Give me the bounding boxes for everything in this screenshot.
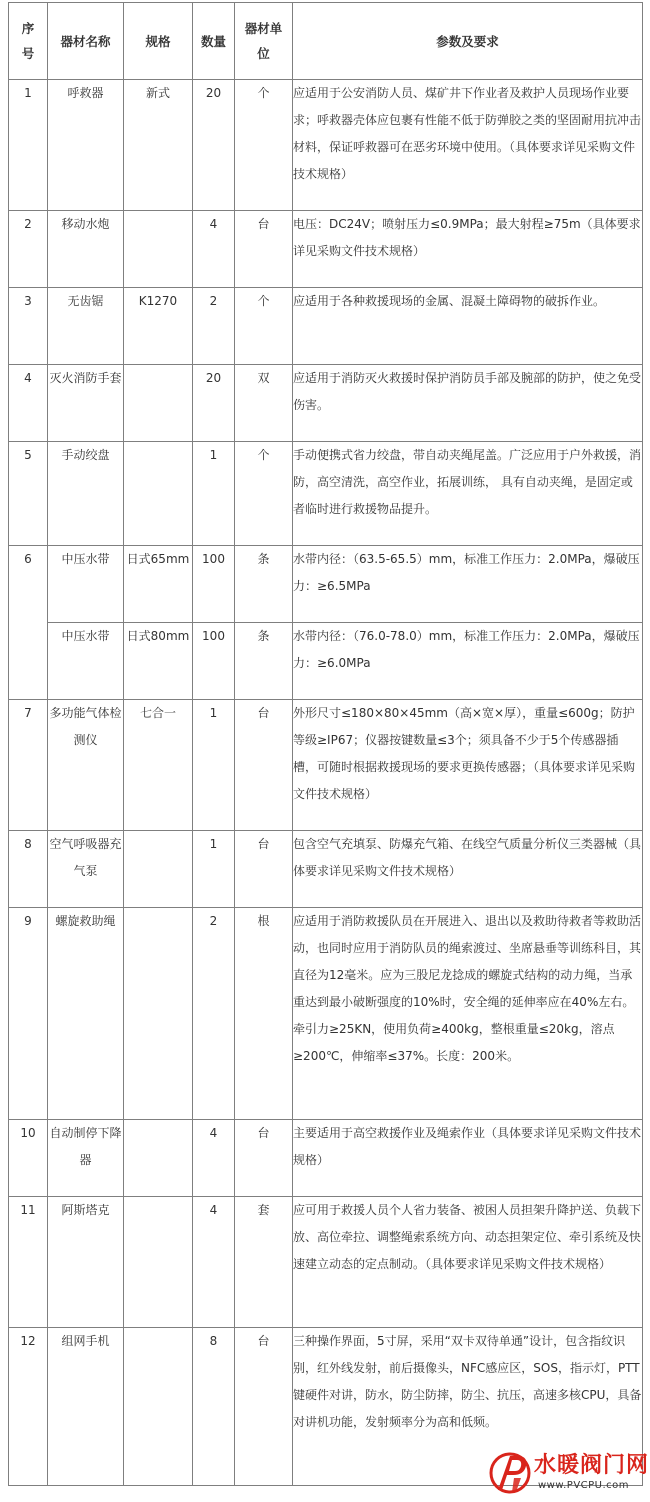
row-qty: 1 <box>193 831 235 908</box>
row-qty: 100 <box>193 623 235 700</box>
row-name: 自动制停下降器 <box>48 1120 124 1197</box>
row-name: 无齿锯 <box>48 288 124 365</box>
row-unit: 条 <box>235 623 293 700</box>
row-spec <box>124 211 193 288</box>
row-unit: 个 <box>235 288 293 365</box>
row-name: 组网手机 <box>48 1328 124 1486</box>
row-requirements: 手动便携式省力绞盘，带自动夹绳尾盖。广泛应用于户外救援，消防，高空清洗，高空作业，拓展训练， 具有自动夹绳，是固定或者临时进行救援物品提升。 <box>293 442 643 546</box>
row-no: 7 <box>9 700 48 831</box>
row-no: 8 <box>9 831 48 908</box>
row-name: 中压水带 <box>48 546 124 623</box>
row-requirements: 应适用于公安消防人员、煤矿井下作业者及救护人员现场作业要求；呼救器壳体应包裹有性能不低于防弹胶之类的坚固耐用抗冲击材料，保证呼救器可在恶劣环境中使用。（具体要求详见采购文件技术规格） <box>293 80 643 211</box>
row-spec <box>124 908 193 1120</box>
row-requirements: 电压：DC24V；喷射压力≤0.9MPa；最大射程≥75m（具体要求详见采购文件技术规格） <box>293 211 643 288</box>
row-unit: 个 <box>235 80 293 211</box>
table-row <box>9 908 643 1120</box>
row-unit: 台 <box>235 1120 293 1197</box>
pv-logo-icon <box>488 1446 534 1498</box>
row-no: 4 <box>9 365 48 442</box>
row-spec: 七合一 <box>124 700 193 831</box>
row-qty: 2 <box>193 908 235 1120</box>
row-no: 5 <box>9 442 48 546</box>
row-qty: 20 <box>193 80 235 211</box>
row-unit: 台 <box>235 1328 293 1486</box>
row-qty: 8 <box>193 1328 235 1486</box>
watermark-title: 水暖阀门网 <box>534 1453 650 1478</box>
row-unit: 条 <box>235 546 293 623</box>
row-name: 螺旋救助绳 <box>48 908 124 1120</box>
row-spec <box>124 1120 193 1197</box>
row-qty: 4 <box>193 211 235 288</box>
row-qty: 4 <box>193 1120 235 1197</box>
table-row <box>9 288 643 365</box>
row-no: 3 <box>9 288 48 365</box>
row-name: 中压水带 <box>48 623 124 700</box>
row-spec: 日式80mm <box>124 623 193 700</box>
row-qty: 20 <box>193 365 235 442</box>
row-requirements: 水带内径：（76.0-78.0）mm，标准工作压力：2.0MPa，爆破压力：≥6.0MPa <box>293 623 643 700</box>
header-qty: 数量 <box>193 3 235 80</box>
row-qty: 1 <box>193 700 235 831</box>
row-unit: 台 <box>235 831 293 908</box>
table-row <box>9 442 643 546</box>
header-name: 器材名称 <box>48 3 124 80</box>
row-unit: 个 <box>235 442 293 546</box>
row-no: 11 <box>9 1197 48 1328</box>
row-unit: 台 <box>235 211 293 288</box>
watermark-url: www.PVCPU.com <box>538 1480 630 1491</box>
row-requirements: 包含空气充填泵、防爆充气箱、在线空气质量分析仪三类器械（具体要求详见采购文件技术规格） <box>293 831 643 908</box>
row-requirements: 应可用于救援人员个人省力装备、被困人员担架升降护送、负载下放、高位牵拉、调整绳索系统方向、动态担架定位、牵引系统及快速建立动态的定点制动。（具体要求详见采购文件技术规格） <box>293 1197 643 1328</box>
row-requirements: 外形尺寸≤180×80×45mm（高×宽×厚），重量≤600g；防护等级≥IP67；仪器按键数量≤3个；须具备不少于5个传感器插槽，可随时根据救援现场的要求更换传感器；（具体要求详见采购文件技术规格） <box>293 700 643 831</box>
row-spec <box>124 831 193 908</box>
row-name: 灭火消防手套 <box>48 365 124 442</box>
row-unit: 根 <box>235 908 293 1120</box>
row-spec <box>124 1328 193 1486</box>
header-no: 序号 <box>9 3 48 80</box>
row-name: 阿斯塔克 <box>48 1197 124 1328</box>
row-no: 6 <box>9 546 48 700</box>
table-row <box>9 80 643 211</box>
row-no: 10 <box>9 1120 48 1197</box>
row-spec <box>124 442 193 546</box>
row-qty: 1 <box>193 442 235 546</box>
row-spec <box>124 365 193 442</box>
row-unit: 台 <box>235 700 293 831</box>
row-requirements: 应适用于消防灭火救援时保护消防员手部及腕部的防护，使之免受伤害。 <box>293 365 643 442</box>
table-row <box>9 1197 643 1328</box>
row-no: 2 <box>9 211 48 288</box>
row-requirements: 应适用于各种救援现场的金属、混凝土障碍物的破拆作业。 <box>293 288 643 365</box>
row-requirements: 水带内径：（63.5-65.5）mm，标准工作压力：2.0MPa，爆破压力：≥6.5MPa <box>293 546 643 623</box>
table-row <box>9 700 643 831</box>
table-row <box>9 831 643 908</box>
row-spec: 日式65mm <box>124 546 193 623</box>
equipment-table <box>8 2 643 1486</box>
row-unit: 套 <box>235 1197 293 1328</box>
header-requirements: 参数及要求 <box>293 3 643 80</box>
row-unit: 双 <box>235 365 293 442</box>
row-spec: 新式 <box>124 80 193 211</box>
header-spec: 规格 <box>124 3 193 80</box>
row-name: 手动绞盘 <box>48 442 124 546</box>
row-name: 移动水炮 <box>48 211 124 288</box>
row-requirements: 主要适用于高空救援作业及绳索作业（具体要求详见采购文件技术规格） <box>293 1120 643 1197</box>
row-qty: 2 <box>193 288 235 365</box>
row-name: 多功能气体检测仪 <box>48 700 124 831</box>
row-requirements: 应适用于消防救援队员在开展进入、退出以及救助待救者等救助活动，也同时应用于消防队员的绳索渡过、坐席悬垂等训练科目，其直径为12毫米。应为三股尼龙捻成的螺旋式结构的动力绳，当承重达到最小破断强度的10%时，安全绳的延伸率应在40%左右。牵引力≥25KN，使用负荷≥400kg，整根重量≤20kg，溶点≥200℃，伸缩率≤37%。长度：200米。 <box>293 908 643 1120</box>
row-no: 1 <box>9 80 48 211</box>
table-row <box>9 546 643 623</box>
table-header-row <box>9 3 643 80</box>
table-row <box>9 1120 643 1197</box>
row-no: 12 <box>9 1328 48 1486</box>
table-row <box>9 623 643 700</box>
row-spec: K1270 <box>124 288 193 365</box>
table-row <box>9 211 643 288</box>
row-name: 空气呼吸器充气泵 <box>48 831 124 908</box>
table-row <box>9 365 643 442</box>
row-qty: 100 <box>193 546 235 623</box>
row-no: 9 <box>9 908 48 1120</box>
site-watermark <box>488 1446 650 1498</box>
row-qty: 4 <box>193 1197 235 1328</box>
row-name: 呼救器 <box>48 80 124 211</box>
row-spec <box>124 1197 193 1328</box>
row-requirements: 三种操作界面，5寸屏，采用“双卡双待单通”设计，包含指纹识别，红外线发射，前后摄像头，NFC感应区，SOS，指示灯，PTT键硬件对讲，防水，防尘防摔，防尘、抗压，高速多核CPU，具备对讲机功能，发射频率分为高和低频。 <box>293 1328 643 1486</box>
header-unit: 器材单位 <box>235 3 293 80</box>
